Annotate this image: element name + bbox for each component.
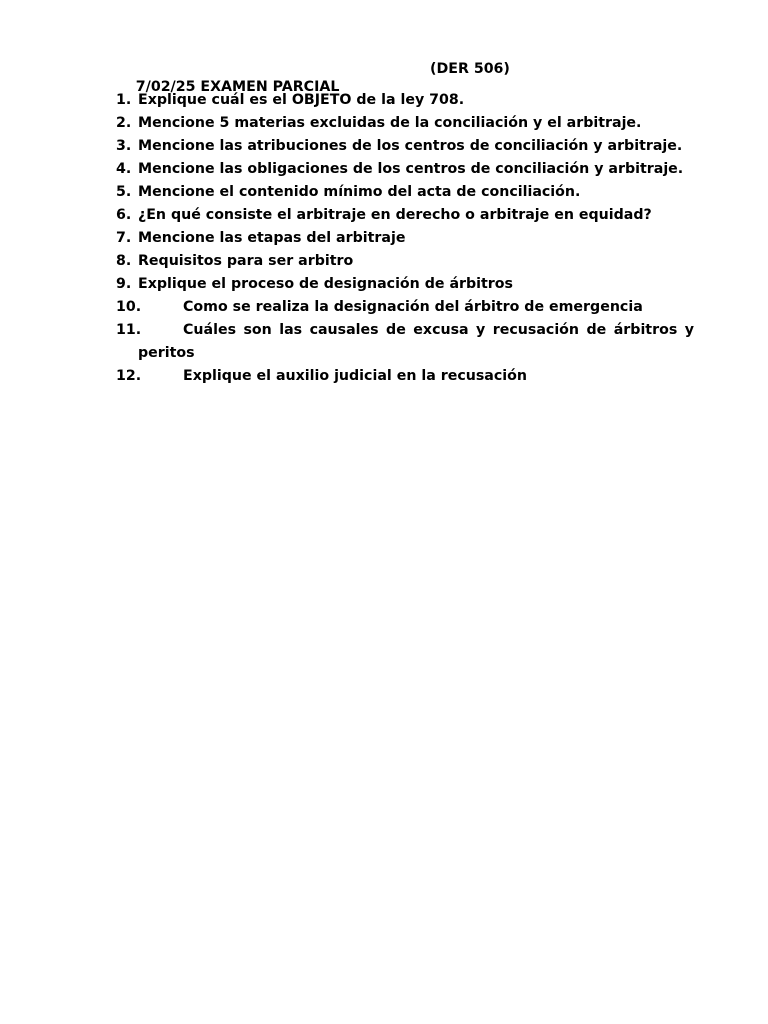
question-number: 1. xyxy=(116,92,132,108)
question-text: Cuáles son las causales de excusa y recusación de árbitros y peritos xyxy=(138,322,694,361)
question-number: 9. xyxy=(116,276,132,292)
question-item xyxy=(116,365,694,388)
course-code: (DER 506) xyxy=(430,61,510,77)
question-item xyxy=(116,89,694,112)
question-number: 2. xyxy=(116,115,132,131)
question-text: Mencione las obligaciones de los centros de conciliación y arbitraje. xyxy=(138,161,684,177)
question-number: 4. xyxy=(116,161,132,177)
question-text: Mencione las atribuciones de los centros de conciliación y arbitraje. xyxy=(138,138,683,154)
question-text: Requisitos para ser arbitro xyxy=(138,253,354,269)
question-number: 7. xyxy=(116,230,132,246)
question-text: Explique el auxilio judicial en la recusación xyxy=(183,368,528,384)
question-number: 12. xyxy=(116,368,142,384)
question-item xyxy=(116,296,694,319)
question-number: 5. xyxy=(116,184,132,200)
question-item xyxy=(116,158,694,181)
question-number: 10. xyxy=(116,299,142,315)
question-text: ¿En qué consiste el arbitraje en derecho o arbitraje en equidad? xyxy=(138,207,652,223)
question-number: 3. xyxy=(116,138,132,154)
question-item xyxy=(116,135,694,158)
question-text: Mencione 5 materias excluidas de la conciliación y el arbitraje. xyxy=(138,115,642,131)
question-text: Explique cuál es el OBJETO de la ley 708. xyxy=(138,92,465,108)
question-text: Mencione el contenido mínimo del acta de conciliación. xyxy=(138,184,581,200)
question-item xyxy=(116,227,694,250)
question-number: 11. xyxy=(116,322,142,338)
question-item xyxy=(116,181,694,204)
question-text: Mencione las etapas del arbitraje xyxy=(138,230,406,246)
question-text: Explique el proceso de designación de árbitros xyxy=(138,276,513,292)
question-item xyxy=(116,273,694,296)
question-item xyxy=(116,112,694,135)
question-item xyxy=(116,319,694,365)
question-number: 8. xyxy=(116,253,132,269)
question-list xyxy=(116,89,694,388)
question-item xyxy=(116,250,694,273)
question-text: Como se realiza la designación del árbitro de emergencia xyxy=(183,299,643,315)
question-number: 6. xyxy=(116,207,132,223)
question-item xyxy=(116,204,694,227)
exam-title: 7/02/25 EXAMEN PARCIAL xyxy=(135,79,340,95)
